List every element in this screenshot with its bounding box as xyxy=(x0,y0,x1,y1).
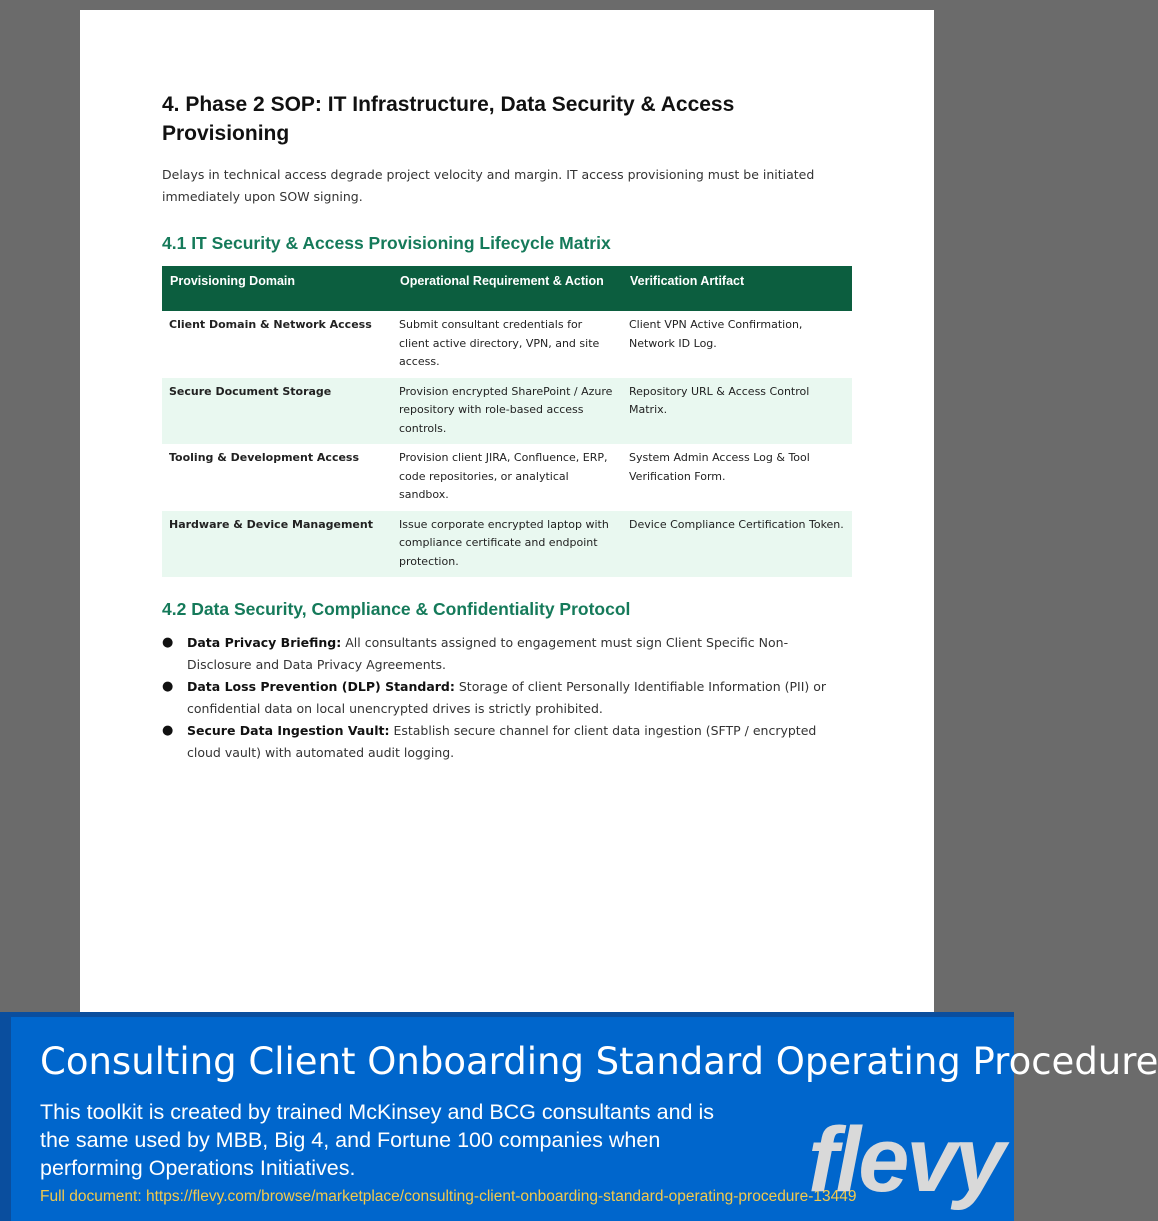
protocol-bullet-list xyxy=(162,632,852,764)
artifact-cell: Client VPN Active Confirmation, Network ID Log. xyxy=(629,318,803,350)
artifact-cell: System Admin Access Log & Tool Verification Form. xyxy=(629,451,810,483)
requirement-cell: Submit consultant credentials for client active directory, VPN, and site access. xyxy=(399,318,600,368)
provisioning-domain-cell: Tooling & Development Access xyxy=(169,451,360,464)
flevy-logo: flevy xyxy=(808,1109,1003,1211)
bullet-term: Data Privacy Briefing: xyxy=(187,635,342,650)
subsection-heading-4-2: 4.2 Data Security, Compliance & Confidentiality Protocol xyxy=(162,599,631,619)
table-row xyxy=(162,311,852,378)
provisioning-domain-cell: Hardware & Device Management xyxy=(162,511,392,578)
requirement-cell: Issue corporate encrypted laptop with compliance certificate and endpoint protection. xyxy=(392,511,622,578)
column-header: Verification Artifact xyxy=(622,266,852,311)
full-document-link[interactable]: Full document: https://flevy.com/browse/marketplace/consulting-client-onboarding-standard-operating-procedure-13449 xyxy=(40,1188,857,1205)
page-content xyxy=(162,90,852,764)
bullet-text: Storage of client Personally Identifiable Information (PII) or confidential data on local unencrypted drives is strictly prohibited. xyxy=(187,679,827,716)
artifact-cell: Device Compliance Certification Token. xyxy=(622,511,852,578)
document-page xyxy=(80,10,934,1015)
list-item xyxy=(162,676,852,720)
requirement-cell: Provision encrypted SharePoint / Azure repository with role-based access controls. xyxy=(392,378,622,445)
bullet-icon: ● xyxy=(162,679,174,694)
bullet-term: Data Loss Prevention (DLP) Standard: xyxy=(187,679,455,694)
promo-banner xyxy=(0,1012,1158,1221)
bullet-text: All consultants assigned to engagement must sign Client Specific Non-Disclosure and Data Privacy Agreements. xyxy=(187,635,789,672)
bullet-icon: ● xyxy=(162,635,174,650)
provisioning-domain-cell: Secure Document Storage xyxy=(162,378,392,445)
list-item xyxy=(162,720,852,764)
table-row xyxy=(162,378,852,445)
bullet-icon: ● xyxy=(162,723,174,738)
provisioning-domain-cell: Client Domain & Network Access xyxy=(169,318,372,331)
section-heading: 4. Phase 2 SOP: IT Infrastructure, Data Security & Access Provisioning xyxy=(162,93,735,145)
promo-banner-panel xyxy=(11,1017,1158,1221)
column-header: Operational Requirement & Action xyxy=(392,266,622,311)
banner-description: This toolkit is created by trained McKinsey and BCG consultants and is the same used by MBB, Big 4, and Fortune 100 companies when performing Operations Initiatives. xyxy=(40,1100,714,1180)
subsection-heading-4-1: 4.1 IT Security & Access Provisioning Lifecycle Matrix xyxy=(162,233,611,253)
table-row xyxy=(162,511,852,578)
intro-paragraph: Delays in technical access degrade project velocity and margin. IT access provisioning must be initiated immediately upon SOW signing. xyxy=(162,167,815,204)
bullet-term: Secure Data Ingestion Vault: xyxy=(187,723,390,738)
column-header: Provisioning Domain xyxy=(162,266,392,311)
banner-title: Consulting Client Onboarding Standard Operating Procedure xyxy=(40,1040,1158,1083)
bullet-text: Establish secure channel for client data ingestion (SFTP / encrypted cloud vault) with automated audit logging. xyxy=(187,723,817,760)
table-row xyxy=(162,444,852,511)
requirement-cell: Provision client JIRA, Confluence, ERP, code repositories, or analytical sandbox. xyxy=(399,451,608,501)
artifact-cell: Repository URL & Access Control Matrix. xyxy=(622,378,852,445)
list-item xyxy=(162,632,852,676)
provisioning-matrix-table xyxy=(162,266,852,577)
table-header-row xyxy=(162,266,852,311)
